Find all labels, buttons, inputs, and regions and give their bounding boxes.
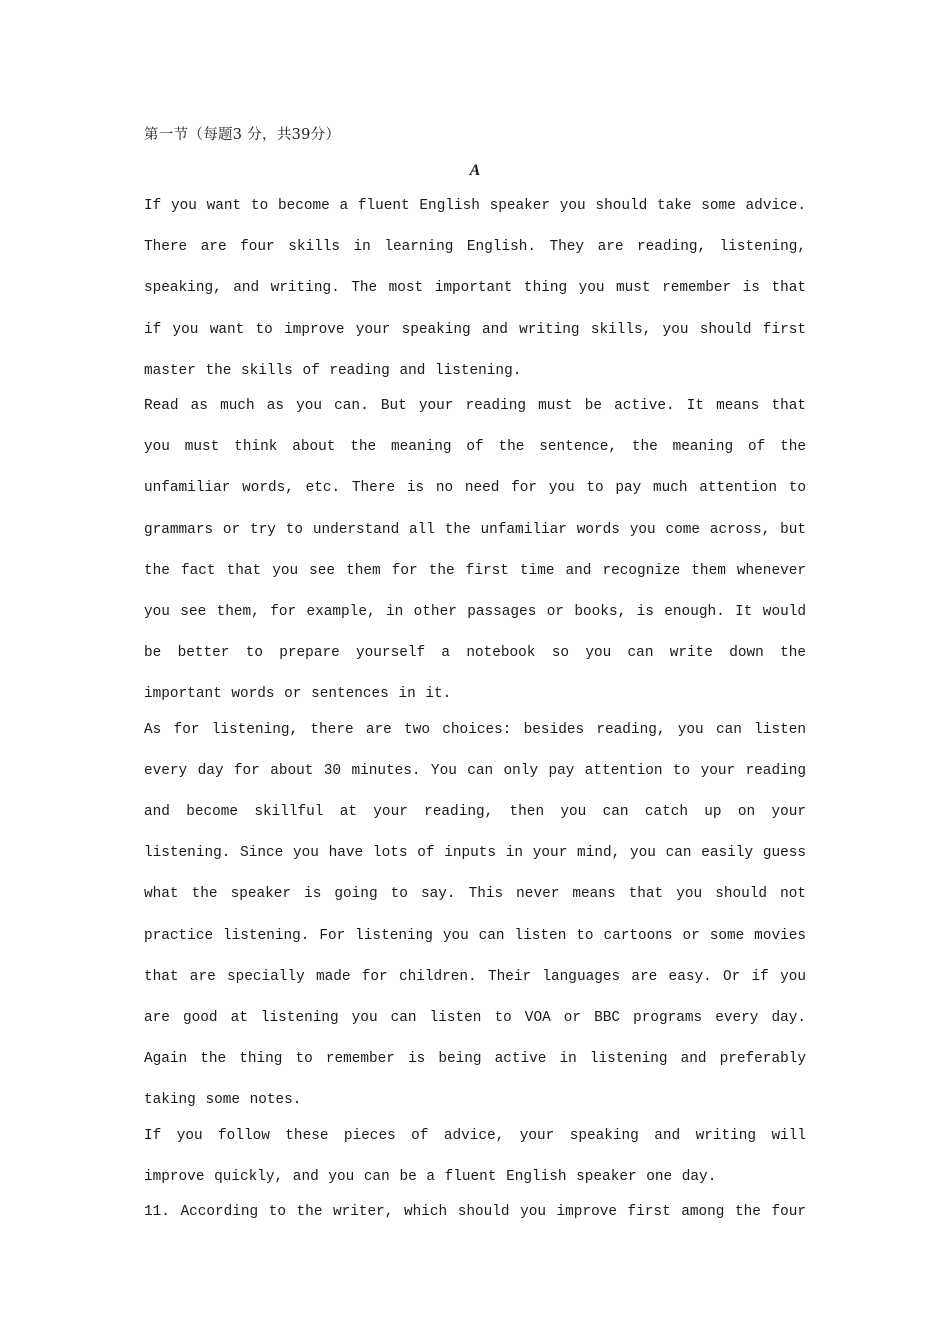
- paragraph-4: If you follow these pieces of advice, your speaking and writing will improve quickly, and you can be a fluent English speaker one day.: [144, 1127, 806, 1185]
- paragraph-1: If you want to become a fluent English speaker you should take some advice. There are four skills in learning English. They are reading, listening, speaking, and writing. The most important thing you must remember is that if you want to improve your speaking and writing skills, you should first master the skills of reading and listening.: [144, 198, 806, 379]
- paragraph-3: As for listening, there are two choices: besides reading, you can listen every day for about 30 minutes. You can only pay attention to your reading and become skillful at your reading, then you can catch up on your listening. Since you have lots of inputs in your mind, you can easily guess what the speaker is going to say. This never means that you should not practice listening. For listening you can listen to cartoons or some movies that are specially made for children. Their languages are easy. Or if you are good at listening you can listen to VOA or BBC programs every day. Again the thing to remember is being active in listening and preferably taking some notes.: [144, 721, 806, 1109]
- document-page: [144, 124, 806, 1233]
- section-header: 第一节（每题3 分，共39分）: [144, 127, 341, 143]
- passage-title: A: [469, 162, 481, 179]
- paragraph-2: Read as much as you can. But your reading must be active. It means that you must think about the meaning of the sentence, the meaning of the unfamiliar words, etc. There is no need for you to pay much attention to grammars or try to understand all the unfamiliar words you come across, but the fact that you see them for the first time and recognize them whenever you see them, for example, in other passages or books, is enough. It would be better to prepare yourself a notebook so you can write down the important words or sentences in it.: [144, 398, 806, 703]
- question-11: 11. According to the writer, which should you improve first among the four: [144, 1204, 806, 1221]
